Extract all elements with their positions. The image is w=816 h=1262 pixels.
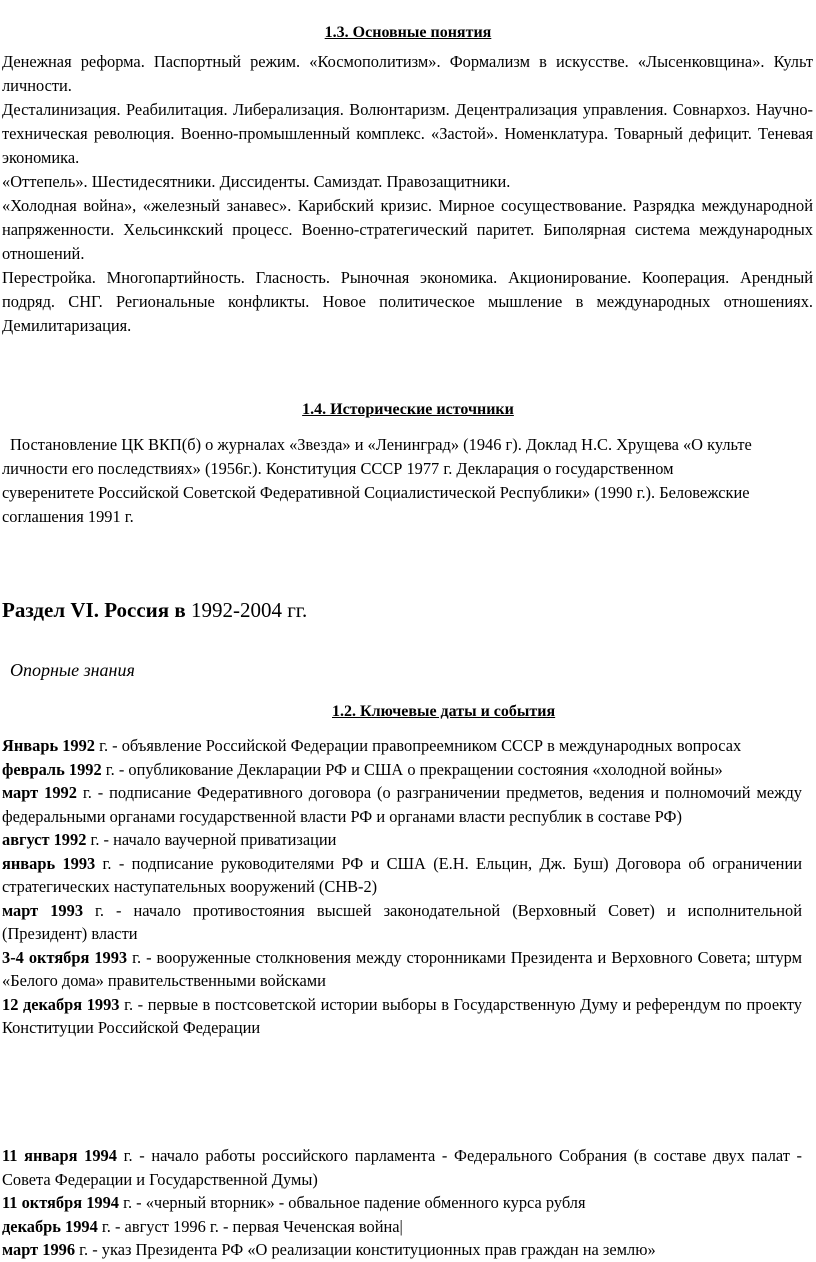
event-item: [2, 734, 802, 758]
event-item: [2, 1191, 802, 1215]
event-date: Январь 1992: [2, 736, 95, 755]
concepts-paragraph: «Холодная война», «железный занавес». Карибский кризис. Мирное сосуществование. Разрядка международной напряженности. Хельсинкский процесс. Военно-стратегический паритет. Биполярная система международных отношений.: [2, 196, 813, 263]
event-text: г. - подписание руководителями РФ и США (Е.Н. Ельцин, Дж. Буш) Договора об ограничении стратегических наступательных вооружений (СНВ-2): [2, 853, 802, 896]
event-text: г. - опубликование Декларации РФ и США о прекращении состояния «холодной войны»: [101, 759, 723, 779]
event-item: [2, 781, 802, 828]
event-date: 11 января 1994: [2, 1146, 117, 1165]
event-date: март 1992: [2, 783, 77, 802]
event-item: [2, 1215, 802, 1239]
event-text: г. - начало работы российского парламента - Федерального Собрания (в составе двух палат - Совета Федерации и Государственной Думы): [2, 1146, 802, 1189]
event-item: [2, 828, 802, 852]
event-date: январь 1993: [2, 853, 96, 873]
event-text: г. - начало противостояния высшей законодательной (Верховный Совет) и исполнительной (Президент) власти: [2, 900, 802, 943]
section-title: [2, 596, 307, 624]
key-dates-heading: 1.2. Ключевые даты и события: [332, 703, 556, 720]
event-item: [2, 758, 802, 782]
event-date: август 1992: [2, 830, 87, 849]
sources-heading: 1.4. Исторические источники: [302, 401, 514, 418]
sources-text: Постановление ЦК ВКП(б) о журналах «Звезда» и «Ленинград» (1946 г). Доклад Н.С. Хрущева «О культе личности его последствиях» (1956г.). Конституция СССР 1977 г. Декларация о государственном суверенитете Российской Советской Федеративной Социалистической Республики» (1990 г.). Беловежские соглашения 1991 г.: [2, 435, 752, 526]
concepts-paragraph: «Оттепель». Шестидесятники. Диссиденты. Самиздат. Правозащитники.: [2, 172, 511, 191]
event-item: [2, 946, 802, 993]
event-item: [2, 852, 802, 899]
concepts-paragraph: Десталинизация. Реабилитация. Либерализация. Волюнтаризм. Децентрализация управления. Совнархоз. Научно-техническая революция. Военно-промышленный комплекс. «Застой». Номенклатура. Товарный дефицит. Теневая экономика.: [2, 100, 813, 167]
event-date: 12 декабря 1993: [2, 994, 120, 1014]
events-list-1: [2, 734, 802, 1040]
event-text: г. - август 1996 г. - первая Чеченская война|: [97, 1216, 403, 1236]
event-text: г. - объявление Российской Федерации правопреемником СССР в международных вопросах: [95, 736, 742, 755]
section-title-bold: Раздел VI. Россия в: [2, 598, 186, 622]
concepts-paragraph: Денежная реформа. Паспортный режим. «Космополитизм». Формализм в искусстве. «Лысенковщина». Культ личности.: [2, 52, 813, 95]
event-text: г. - первые в постсоветской истории выборы в Государственную Думу и референдум по проекту Конституции Российской Федерации: [2, 994, 802, 1037]
event-date: март 1993: [2, 900, 84, 920]
event-date: 3-4 октября 1993: [2, 947, 128, 967]
event-item: [2, 899, 802, 946]
event-text: г. - «черный вторник» - обвальное падение обменного курса рубля: [118, 1193, 586, 1212]
concepts-paragraph: Перестройка. Многопартийность. Гласность. Рыночная экономика. Акционирование. Кооперация. Арендный подряд. СНГ. Региональные конфликты. Новое политическое мышление в международных отношениях. Демилитаризация.: [2, 268, 813, 335]
support-knowledge-label: Опорные знания: [10, 660, 135, 680]
concepts-list: [2, 50, 813, 338]
event-date: март 1996: [2, 1240, 76, 1259]
concepts-heading: 1.3. Основные понятия: [324, 24, 492, 41]
event-item: [2, 1238, 802, 1262]
event-item: [2, 993, 802, 1040]
event-text: г. - указ Президента РФ «О реализации конституционных прав граждан на землю»: [75, 1240, 656, 1259]
event-text: г. - вооруженные столкновения между сторонниками Президента и Верховного Совета; штурм «Белого дома» правительственными войсками: [2, 947, 802, 990]
event-item: [2, 1144, 802, 1191]
event-text: г. - подписание Федеративного договора (о разграничении предметов, ведения и полномочий между федеральными органами государственной власти РФ и органами власти республик в составе РФ): [2, 783, 802, 826]
event-date: 11 октября 1994: [2, 1193, 119, 1212]
event-text: г. - начало ваучерной приватизации: [86, 830, 337, 849]
event-date: февраль 1992: [2, 759, 102, 779]
section-title-years: 1992-2004 гг.: [185, 598, 308, 622]
events-list-2: [2, 1144, 802, 1262]
event-date: декабрь 1994: [2, 1216, 98, 1236]
